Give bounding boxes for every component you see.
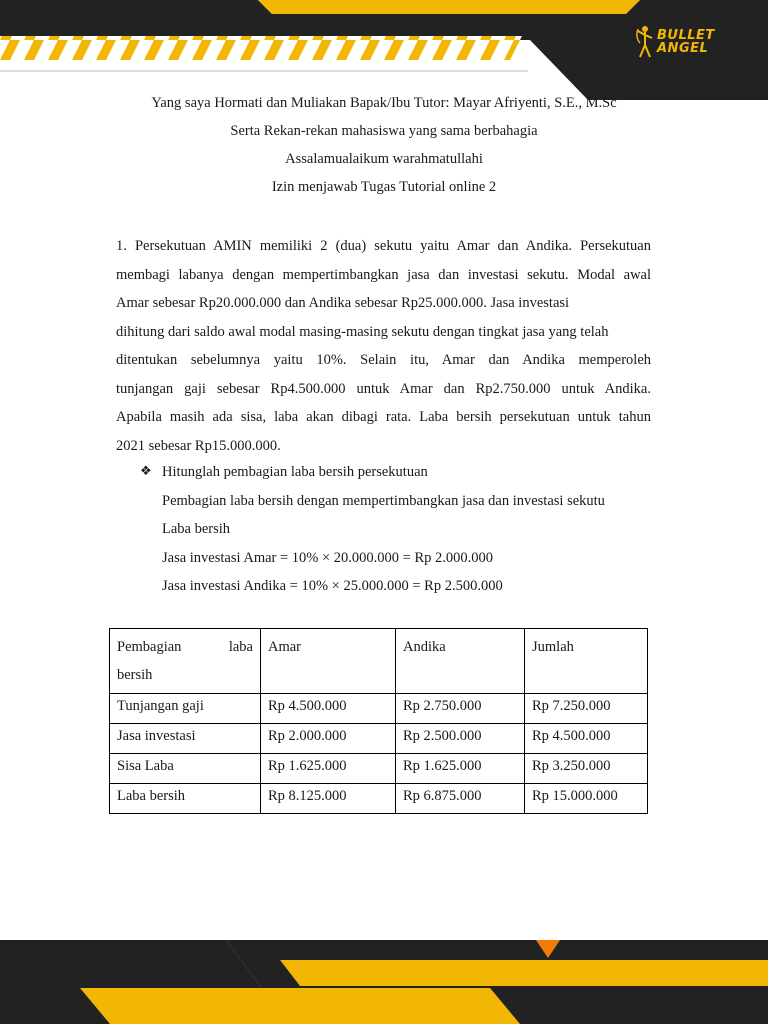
- table-row: [110, 784, 648, 814]
- profit-distribution-table: [109, 628, 648, 814]
- table-header-row: [110, 629, 648, 694]
- intro-line: Izin menjawab Tugas Tutorial online 2: [271, 179, 497, 195]
- question-line: tunjangan gaji sebesar Rp4.500.000 untuk Amar dan Rp2.750.000 untuk Andika.: [116, 380, 651, 397]
- table-cell: Rp 2.000.000: [261, 724, 396, 754]
- salutation-line: Serta Rekan-rekan mahasiswa yang sama berbahagia: [230, 123, 538, 139]
- question-paragraph: [116, 232, 651, 460]
- table-cell: Rp 8.125.000: [261, 784, 396, 814]
- table-cell: Rp 3.250.000: [525, 754, 648, 784]
- table-row: [110, 754, 648, 784]
- assalamualaikum-line: Assalamualaikum warahmatullahi: [285, 151, 483, 167]
- answer-subline: Jasa investasi Andika = 10% × 25.000.000 = Rp 2.500.000: [162, 578, 503, 594]
- table-cell: Rp 2.750.000: [396, 694, 525, 724]
- table-cell: Rp 1.625.000: [261, 754, 396, 784]
- table-cell: Rp 6.875.000: [396, 784, 525, 814]
- answer-subline: Jasa investasi Amar = 10% × 20.000.000 = Rp 2.000.000: [162, 549, 494, 566]
- table-row: [110, 694, 648, 724]
- table-cell: Laba bersih: [110, 784, 261, 814]
- header-label-line1: Pembagian laba: [117, 639, 253, 655]
- table-header-cell: [110, 629, 261, 694]
- table-cell: Sisa Laba: [110, 754, 261, 784]
- table-cell: Rp 15.000.000: [525, 784, 648, 814]
- question-line: 1. Persekutuan AMIN memiliki 2 (dua) sekutu yaitu Amar dan Andika. Persekutuan: [116, 238, 651, 254]
- logo-text-bottom: ANGEL: [657, 41, 709, 56]
- table-header-cell: Jumlah: [525, 629, 648, 694]
- question-line: Apabila masih ada sisa, laba akan dibagi rata. Laba bersih persekutuan untuk tahun: [116, 409, 651, 425]
- answer-subline: Pembagian laba bersih dengan mempertimbangkan jasa dan investasi sekutu: [162, 492, 605, 509]
- table-header-cell: Amar: [261, 629, 396, 694]
- greeting-line: Yang saya Hormati dan Muliakan Bapak/Ibu Tutor: Mayar Afriyenti, S.E., M.Sc: [151, 95, 617, 111]
- question-line: membagi labanya dengan mempertimbangkan jasa dan investasi sekutu. Modal awal: [116, 266, 651, 283]
- table-cell: Tunjangan gaji: [110, 694, 261, 724]
- answer-subline: Laba bersih: [162, 521, 231, 537]
- answer-block: [140, 458, 605, 601]
- table-cell: Rp 1.625.000: [396, 754, 525, 784]
- table-header-cell: Andika: [396, 629, 525, 694]
- table-cell: Jasa investasi: [110, 724, 261, 754]
- diamond-bullet-icon: ❖: [140, 464, 152, 479]
- brand-logo: [636, 24, 736, 60]
- logo-text-top: BULLET: [657, 28, 715, 43]
- question-line: dihitung dari saldo awal modal masing-masing sekutu dengan tingkat jasa yang telah: [116, 323, 609, 340]
- archer-figure-icon: [636, 25, 654, 59]
- table-cell: Rp 4.500.000: [261, 694, 396, 724]
- question-line: Amar sebesar Rp20.000.000 dan Andika sebesar Rp25.000.000. Jasa investasi: [116, 295, 570, 311]
- header-label-line2: bersih: [117, 667, 153, 683]
- table-cell: Rp 4.500.000: [525, 724, 648, 754]
- question-line: 2021 sebesar Rp15.000.000.: [116, 437, 281, 454]
- question-line: ditentukan sebelumnya yaitu 10%. Selain itu, Amar dan Andika memperoleh: [116, 352, 651, 368]
- table-cell: Rp 7.250.000: [525, 694, 648, 724]
- table-cell: Rp 2.500.000: [396, 724, 525, 754]
- table-row: [110, 724, 648, 754]
- answer-bullet-text: Hitunglah pembagian laba bersih persekutuan: [162, 464, 428, 480]
